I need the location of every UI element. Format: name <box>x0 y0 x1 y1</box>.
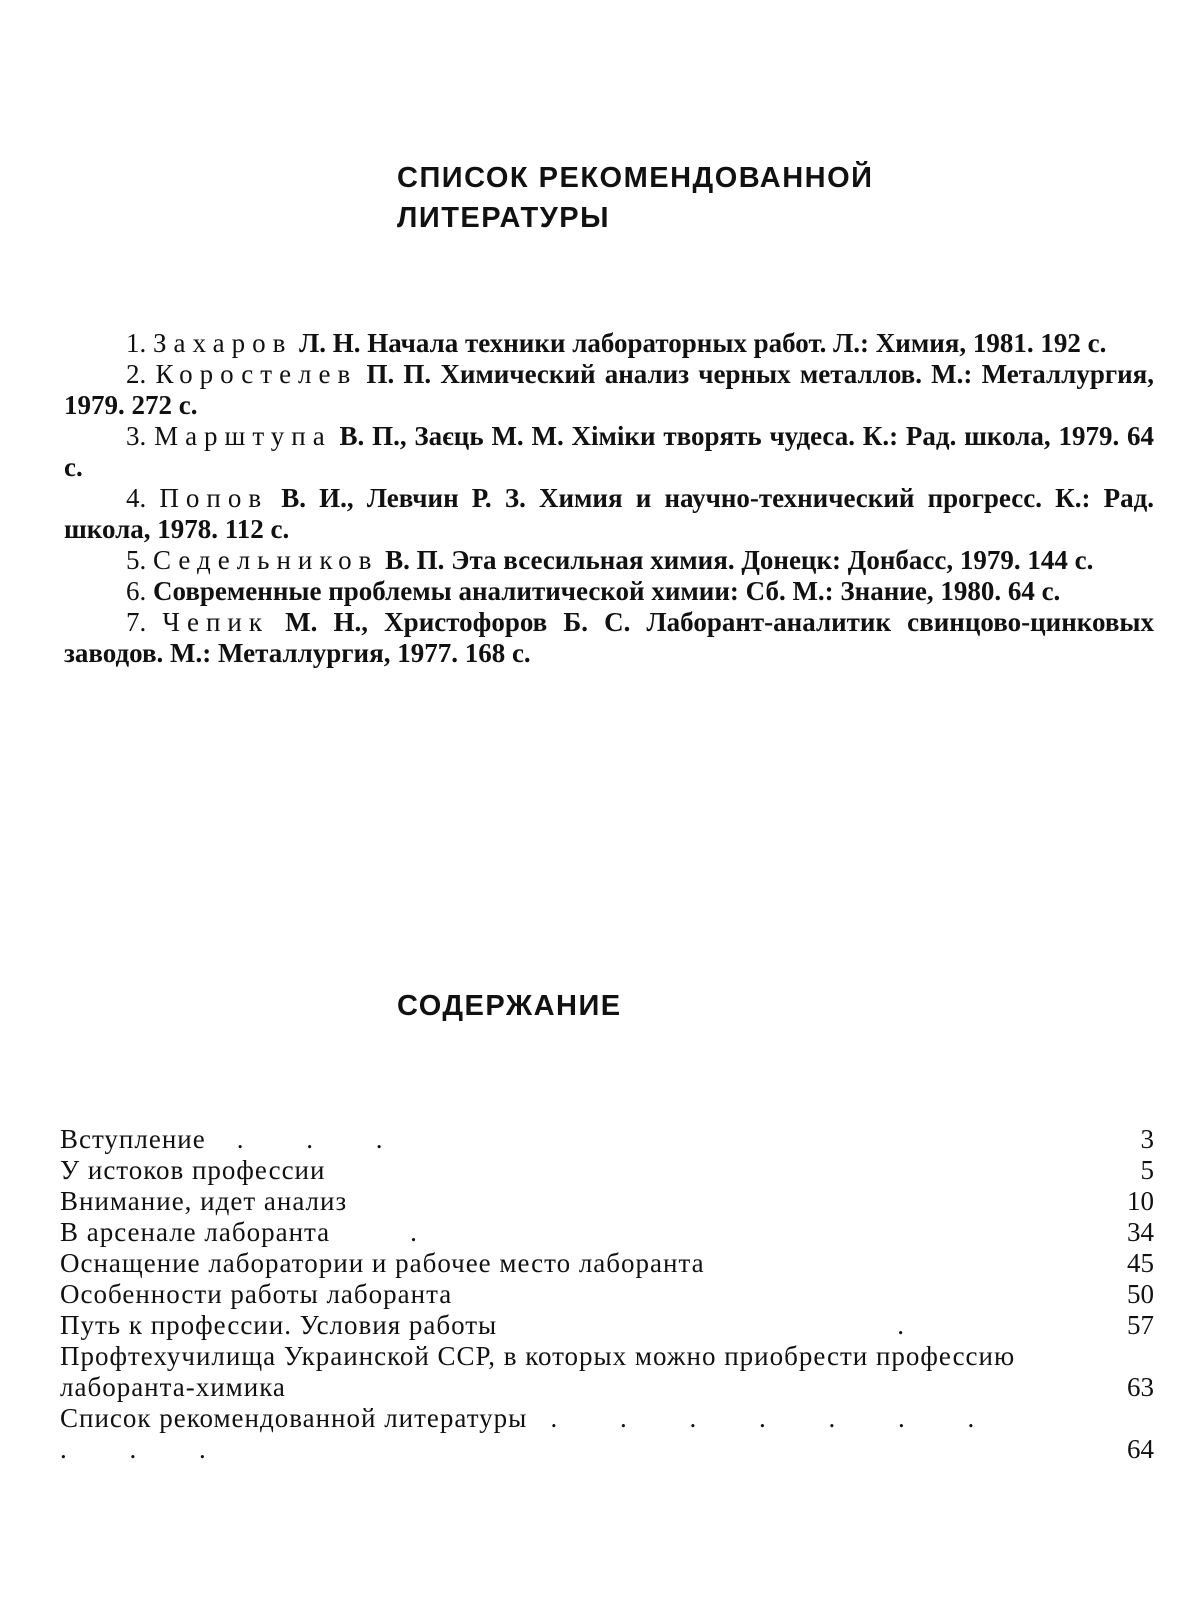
reference-author: Попов <box>159 483 269 513</box>
contents-entry-page: 3 <box>1140 1124 1154 1154</box>
reference-text: Современные проблемы аналитической химии: Сб. М.: Знание, 1980. 64 с. <box>146 576 1061 606</box>
contents-leader-dots: . <box>897 1310 932 1340</box>
reference-author: Марштупа <box>154 421 332 451</box>
contents-entry-title <box>60 1310 1050 1341</box>
reference-number: 7. <box>126 607 147 637</box>
contents-entry <box>60 1155 1154 1186</box>
reference-text: В. П. Эта всесильная химия. Донецк: Донбасс, 1979. 144 с. <box>378 545 1094 575</box>
contents-entry-page: 10 <box>1127 1186 1154 1216</box>
reference-author: Захаров <box>153 328 293 358</box>
contents-entry <box>60 1341 1154 1403</box>
contents-entry-title <box>60 1124 1050 1155</box>
reference-item <box>64 359 1154 421</box>
references-heading-line2: ЛИТЕРАТУРЫ <box>397 202 611 234</box>
contents-entry-title <box>60 1217 1050 1248</box>
contents-leader-dots: . . . . . . . . . . <box>60 1403 1003 1464</box>
reference-item <box>64 421 1154 483</box>
contents-list <box>60 1124 1154 1465</box>
contents-entry-title-text: У истоков профессии <box>60 1155 326 1185</box>
references-heading <box>397 158 874 238</box>
reference-item <box>64 545 1154 576</box>
reference-item <box>64 483 1154 545</box>
contents-entry-title <box>60 1155 1050 1186</box>
contents-entry <box>60 1279 1154 1310</box>
reference-author: Седельников <box>153 545 379 575</box>
contents-entry <box>60 1310 1154 1341</box>
contents-entry-title <box>60 1248 1050 1279</box>
reference-item <box>64 607 1154 669</box>
reference-text: В. И., Левчин Р. З. Химия и научно-технический прогресс. К.: Рад. школа, 1978. 112 с. <box>64 483 1154 544</box>
contents-entry-page: 45 <box>1127 1248 1154 1278</box>
contents-entry <box>60 1186 1154 1217</box>
contents-entry-title-text: Особенности работы лаборанта <box>60 1279 453 1309</box>
contents-entry-title-text: Оснащение лаборатории и рабочее место лаборанта <box>60 1248 705 1278</box>
contents-heading: СОДЕРЖАНИЕ <box>397 990 622 1022</box>
reference-item <box>64 576 1154 607</box>
reference-number: 6. <box>126 576 147 606</box>
reference-item <box>64 328 1154 359</box>
reference-number: 2. <box>126 359 147 389</box>
contents-leader-dots: . . . <box>236 1124 411 1154</box>
reference-number: 1. <box>126 328 147 358</box>
contents-entry-page: 63 <box>1127 1372 1154 1402</box>
contents-entry-title <box>60 1186 1050 1217</box>
contents-entry-page: 64 <box>1127 1434 1154 1464</box>
contents-entry <box>60 1217 1154 1248</box>
contents-entry <box>60 1248 1154 1279</box>
contents-entry-title-text: Список рекомендованной литературы <box>60 1403 528 1433</box>
references-heading-line1: СПИСОК РЕКОМЕНДОВАННОЙ <box>397 162 874 194</box>
contents-entry-title <box>60 1403 1050 1465</box>
contents-entry-title-text: Вступление <box>60 1124 206 1154</box>
contents-entry-title <box>60 1341 1050 1403</box>
contents-entry-page: 57 <box>1127 1310 1154 1340</box>
reference-text: В. П., Заєць М. М. Хіміки творять чудеса. К.: Рад. школа, 1979. 64 с. <box>64 421 1155 482</box>
reference-text: П. П. Химический анализ черных металлов. М.: Металлургия, 1979. 272 с. <box>64 359 1155 420</box>
reference-author: Коростелев <box>155 359 358 389</box>
contents-entry-title <box>60 1279 1050 1310</box>
contents-entry-title-text: Путь к профессии. Условия работы <box>60 1310 498 1340</box>
contents-entry <box>60 1124 1154 1155</box>
contents-entry-page: 34 <box>1127 1217 1154 1247</box>
contents-entry-title-text: В арсенале лаборанта <box>60 1217 331 1247</box>
reference-number: 4. <box>126 483 147 513</box>
reference-text: М. Н., Христофоров Б. С. Лаборант-аналитик свинцово-цинковых заводов. М.: Металлургия, 1977. 168 с. <box>64 607 1154 668</box>
contents-entry-title-text: Внимание, идет анализ <box>60 1186 348 1216</box>
reference-author: Чепик <box>162 607 269 637</box>
contents-entry-page: 50 <box>1127 1279 1154 1309</box>
contents-entry-page: 5 <box>1140 1155 1154 1185</box>
reference-text: Л. Н. Начала техники лабораторных работ. Л.: Химия, 1981. 192 с. <box>292 328 1107 358</box>
reference-number: 3. <box>126 421 147 451</box>
contents-leader-dots: . <box>410 1217 445 1247</box>
contents-entry-title-text: Профтехучилища Украинской ССР, в которых можно приобрести профессию лаборанта-химика <box>60 1341 1016 1402</box>
reference-number: 5. <box>126 545 147 575</box>
references-list <box>64 328 1154 669</box>
contents-entry <box>60 1403 1154 1465</box>
